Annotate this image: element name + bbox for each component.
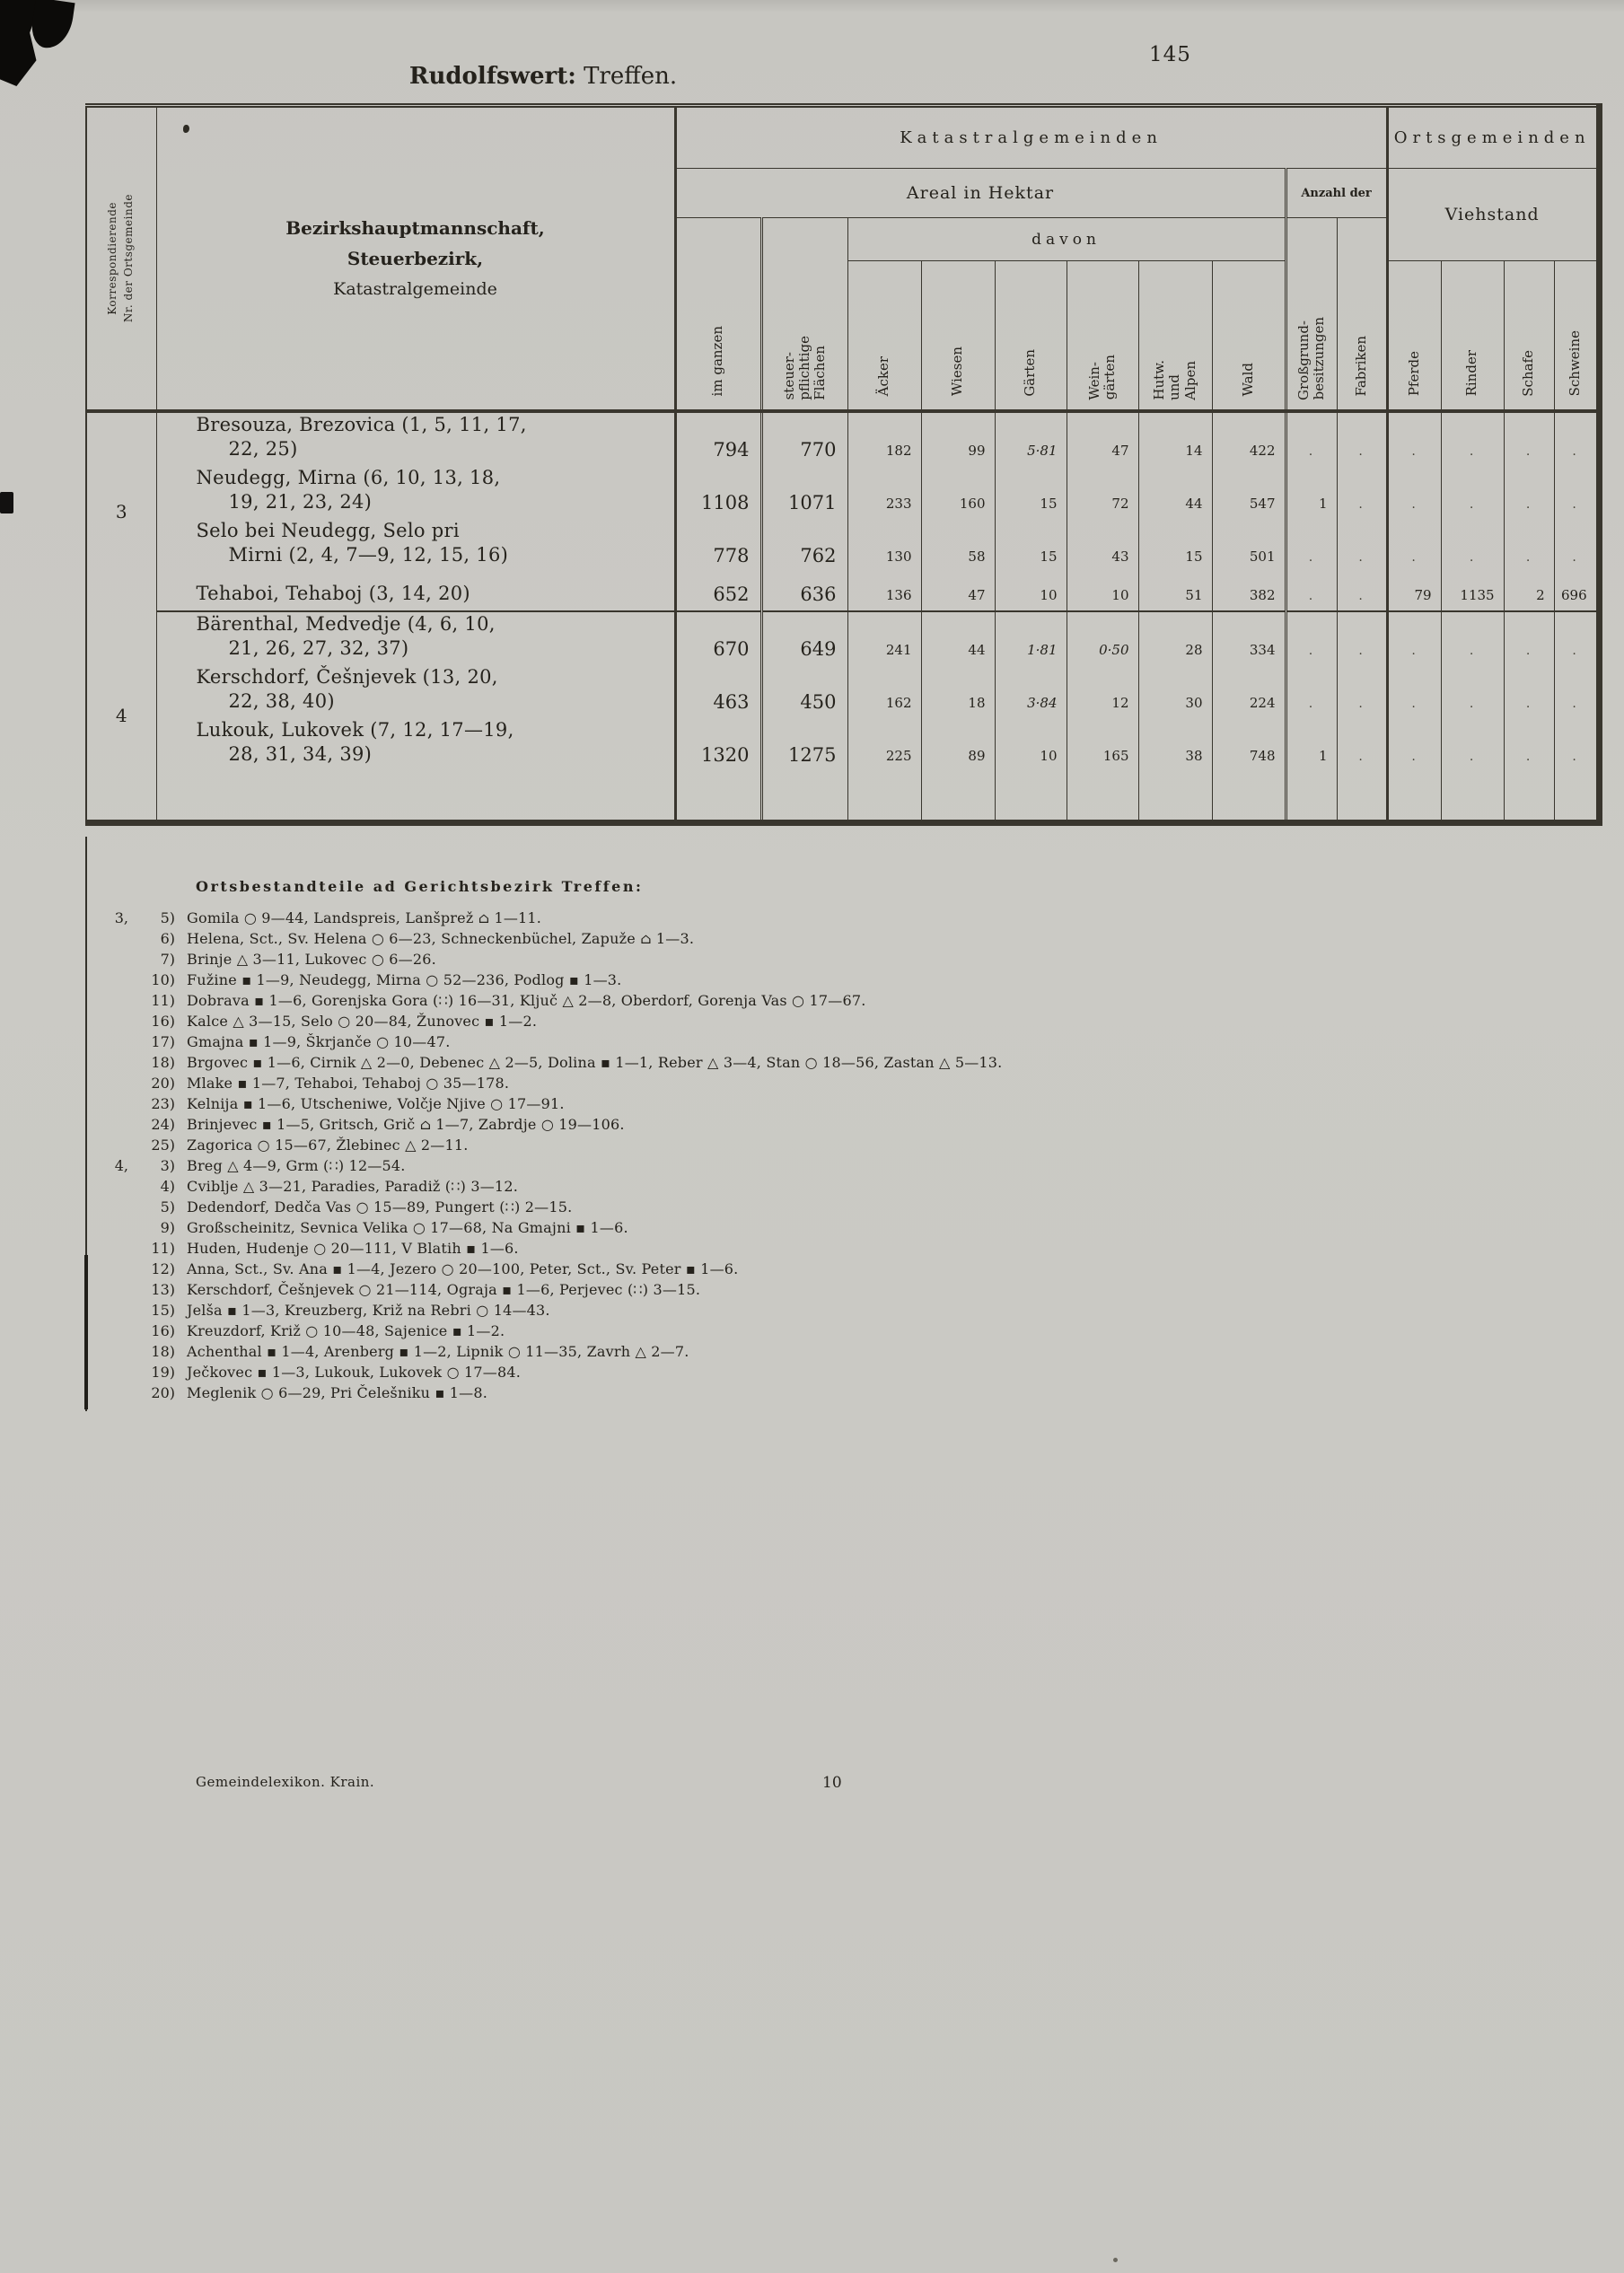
katastralgemeinde-name: Selo bei Neudegg, Selo pri Mirni (2, 4, 7—9, 12, 15, 16) xyxy=(156,519,675,572)
value-cell: 12 xyxy=(1067,665,1138,718)
footnote-line xyxy=(85,1384,1576,1405)
page-title xyxy=(269,63,817,90)
value-cell: 79 xyxy=(1387,572,1441,611)
table-row-selo xyxy=(86,519,1599,572)
value-cell: 224 xyxy=(1212,665,1286,718)
value-cell: 14 xyxy=(1138,411,1212,466)
footnote-number: 12) xyxy=(151,1260,175,1277)
footnote-text: Huden, Hudenje ○ 20—111, V Blatih ▪ 1—6. xyxy=(187,1240,519,1257)
value-cell: 38 xyxy=(1138,718,1212,771)
katastralgemeinde-name: Bärenthal, Medvedje (4, 6, 10, 21, 26, 27, 32, 37) xyxy=(156,611,675,665)
scan-artifact-dash xyxy=(0,492,13,513)
footnote-line xyxy=(85,1281,1576,1302)
value-cell: 72 xyxy=(1067,466,1138,519)
value-cell: . xyxy=(1504,466,1554,519)
group-header-ortsgemeinden: Ortsgemeinden xyxy=(1387,106,1599,169)
value-cell: 10 xyxy=(995,572,1067,611)
value-cell: 748 xyxy=(1212,718,1286,771)
value-cell: 10 xyxy=(995,718,1067,771)
value-cell: 43 xyxy=(1067,519,1138,572)
footnotes-heading: Ortsbestandteile ad Gerichtsbezirk Treffen: xyxy=(196,878,644,895)
value-cell: 5·81 xyxy=(995,411,1067,466)
name-column-header xyxy=(156,106,675,411)
value-cell: . xyxy=(1441,411,1504,466)
column-header-wiesen: Wiesen xyxy=(921,261,995,411)
katastralgemeinde-name: Bresouza, Brezovica (1, 5, 11, 17, 22, 25) xyxy=(156,411,675,466)
value-cell: 10 xyxy=(1067,572,1138,611)
value-cell: 1·81 xyxy=(995,611,1067,665)
footnote-text: Kalce △ 3—15, Selo ○ 20—84, Žunovec ▪ 1—2. xyxy=(187,1013,538,1030)
book-footer-title: Gemeindelexikon. Krain. xyxy=(196,1774,375,1790)
footnote-text: Anna, Sct., Sv. Ana ▪ 1—4, Jezero ○ 20—100, Peter, Sct., Sv. Peter ▪ 1—6. xyxy=(187,1260,739,1277)
column-header-weingaerten: Wein- gärten xyxy=(1067,261,1138,411)
footnote-text: Brgovec ▪ 1—6, Cirnik △ 2—0, Debenec △ 2—5, Dolina ▪ 1—1, Reber △ 3—4, Stan ○ 18—56, Zastan △ 5—13. xyxy=(187,1054,1003,1071)
footnote-text: Meglenik ○ 6—29, Pri Čelešniku ▪ 1—8. xyxy=(187,1384,488,1401)
footnote-text: Kerschdorf, Češnjevek ○ 21—114, Ograja ▪ 1—6, Perjevec (∷) 3—15. xyxy=(187,1281,701,1298)
footnote-number: 17) xyxy=(151,1033,175,1050)
value-cell: . xyxy=(1337,572,1387,611)
column-header-gaerten: Gärten xyxy=(995,261,1067,411)
scan-artifact-speck xyxy=(1113,2258,1118,2262)
value-cell: . xyxy=(1337,411,1387,466)
footnote-text: Dobrava ▪ 1—6, Gorenjska Gora (∷) 16—31, Ključ △ 2—8, Oberdorf, Gorenja Vas ○ 17—67. xyxy=(187,992,866,1009)
value-cell: . xyxy=(1387,718,1441,771)
value-cell: 47 xyxy=(1067,411,1138,466)
ortsgemeinde-number: 3 xyxy=(115,501,127,522)
value-cell: 1275 xyxy=(761,718,847,771)
column-header-im-ganzen: im ganzen xyxy=(675,218,761,411)
value-cell: 1135 xyxy=(1441,572,1504,611)
value-cell: . xyxy=(1286,519,1337,572)
value-cell: 670 xyxy=(675,611,761,665)
value-cell: . xyxy=(1504,665,1554,718)
footnote-text: Fužine ▪ 1—9, Neudegg, Mirna ○ 52—236, Podlog ▪ 1—3. xyxy=(187,971,622,988)
table-row-baerenthal xyxy=(86,611,1599,665)
sheet-number: 10 xyxy=(822,1774,842,1792)
value-cell: . xyxy=(1441,466,1504,519)
value-cell: 652 xyxy=(675,572,761,611)
column-header-wald: Wald xyxy=(1212,261,1286,411)
value-cell: 636 xyxy=(761,572,847,611)
footnote-text: Dedendorf, Dedča Vas ○ 15—89, Pungert (∷) 2—15. xyxy=(187,1198,573,1215)
value-cell: . xyxy=(1554,411,1599,466)
value-cell: 160 xyxy=(921,466,995,519)
footnote-text: Cviblje △ 3—21, Paradies, Paradiž (∷) 3—12. xyxy=(187,1178,518,1195)
footnote-number: 10) xyxy=(151,971,175,988)
page-title-district: Rudolfswert: xyxy=(408,63,576,90)
value-cell: 15 xyxy=(1138,519,1212,572)
footnote-number: 6) xyxy=(160,930,175,947)
footnote-text: Mlake ▪ 1—7, Tehaboi, Tehaboj ○ 35—178. xyxy=(187,1075,510,1092)
footnote-line xyxy=(85,1116,1576,1136)
footnote-line xyxy=(85,1075,1576,1095)
ortsgemeinde-number: 4 xyxy=(115,704,127,726)
value-cell: 225 xyxy=(847,718,921,771)
footnote-text: Helena, Sct., Sv. Helena ○ 6—23, Schneckenbüchel, Zapuže ⌂ 1—3. xyxy=(187,930,695,947)
katastralgemeinde-name: Tehaboi, Tehaboj (3, 14, 20) xyxy=(156,572,675,611)
footnote-number: 20) xyxy=(151,1075,175,1092)
footnote-line xyxy=(85,1054,1576,1075)
value-cell: . xyxy=(1504,611,1554,665)
value-cell: 3·84 xyxy=(995,665,1067,718)
value-cell: 28 xyxy=(1138,611,1212,665)
value-cell: 18 xyxy=(921,665,995,718)
footnote-text: Großscheinitz, Sevnica Velika ○ 17—68, Na Gmajni ▪ 1—6. xyxy=(187,1219,628,1236)
footnote-number: 15) xyxy=(151,1302,175,1319)
value-cell: . xyxy=(1337,611,1387,665)
footnote-number: 19) xyxy=(151,1364,175,1381)
header-bezirkshauptmannschaft: Bezirkshauptmannschaft, xyxy=(285,216,545,239)
footnote-text: Achenthal ▪ 1—4, Arenberg ▪ 1—2, Lipnik ○ 11—35, Zavrh △ 2—7. xyxy=(187,1343,689,1360)
table-row-neudegg xyxy=(86,466,1599,519)
value-cell: 770 xyxy=(761,411,847,466)
header-areal-in-hektar: Areal in Hektar xyxy=(675,169,1286,218)
footnote-text: Brinje △ 3—11, Lukovec ○ 6—26. xyxy=(187,951,436,968)
footnote-number: 5) xyxy=(160,1198,175,1215)
value-cell: . xyxy=(1337,718,1387,771)
header-anzahl-der: Anzahl der xyxy=(1286,169,1387,218)
value-cell: . xyxy=(1554,611,1599,665)
value-cell: 463 xyxy=(675,665,761,718)
table-row-bresouza xyxy=(86,411,1599,466)
value-cell: . xyxy=(1554,718,1599,771)
footnote-line xyxy=(85,1157,1576,1178)
corner-header-line1: Korrespondierende xyxy=(106,201,119,315)
page-title-court-district: Treffen. xyxy=(584,63,678,90)
footnote-line xyxy=(85,1136,1576,1157)
column-header-schafe: Schafe xyxy=(1504,261,1554,411)
value-cell: . xyxy=(1554,519,1599,572)
value-cell: 130 xyxy=(847,519,921,572)
header-viehstand: Viehstand xyxy=(1387,169,1599,261)
value-cell: 1 xyxy=(1286,718,1337,771)
value-cell: 794 xyxy=(675,411,761,466)
footnote-line xyxy=(85,909,1576,930)
katastralgemeinde-name: Kerschdorf, Češnjevek (13, 20, 22, 38, 40) xyxy=(156,665,675,718)
value-cell: 334 xyxy=(1212,611,1286,665)
footnote-line xyxy=(85,1302,1576,1322)
footnote-number: 4) xyxy=(160,1178,175,1195)
column-header-grossgrundbesitzungen: Großgrund- besitzungen xyxy=(1286,218,1337,411)
value-cell: 182 xyxy=(847,411,921,466)
footnote-line xyxy=(85,1178,1576,1198)
header-davon: davon xyxy=(847,218,1286,261)
footnote-number: 5) xyxy=(160,909,175,926)
value-cell: 1320 xyxy=(675,718,761,771)
footnote-line xyxy=(85,971,1576,992)
column-header-fabriken: Fabriken xyxy=(1337,218,1387,411)
footnotes-section xyxy=(85,878,1576,1405)
footnote-group-number: 3, xyxy=(114,909,128,926)
value-cell: 450 xyxy=(761,665,847,718)
value-cell: 51 xyxy=(1138,572,1212,611)
footnote-text: Ječkovec ▪ 1—3, Lukouk, Lukovek ○ 17—84. xyxy=(187,1364,522,1381)
footnote-line xyxy=(85,1013,1576,1033)
value-cell: 136 xyxy=(847,572,921,611)
value-cell: 547 xyxy=(1212,466,1286,519)
value-cell: . xyxy=(1441,611,1504,665)
value-cell: . xyxy=(1504,411,1554,466)
value-cell: . xyxy=(1441,718,1504,771)
footnote-line xyxy=(85,1198,1576,1219)
value-cell: 382 xyxy=(1212,572,1286,611)
footnote-line xyxy=(85,992,1576,1013)
footnote-text: Kreuzdorf, Križ ○ 10—48, Sajenice ▪ 1—2. xyxy=(187,1322,505,1339)
footnote-line xyxy=(85,1240,1576,1260)
footnote-text: Jelša ▪ 1—3, Kreuzberg, Križ na Rebri ○ 14—43. xyxy=(187,1302,550,1319)
footnote-number: 25) xyxy=(151,1136,175,1154)
footnote-text: Zagorica ○ 15—67, Žlebinec △ 2—11. xyxy=(187,1136,469,1154)
footnote-number: 11) xyxy=(151,992,175,1009)
footnote-group-number: 4, xyxy=(114,1157,128,1174)
value-cell: 15 xyxy=(995,466,1067,519)
value-cell: 47 xyxy=(921,572,995,611)
value-cell: 162 xyxy=(847,665,921,718)
value-cell: . xyxy=(1337,466,1387,519)
value-cell: 1108 xyxy=(675,466,761,519)
value-cell: 99 xyxy=(921,411,995,466)
value-cell: . xyxy=(1504,519,1554,572)
footnote-number: 23) xyxy=(151,1095,175,1112)
value-cell: 233 xyxy=(847,466,921,519)
value-cell: . xyxy=(1387,411,1441,466)
value-cell: 241 xyxy=(847,611,921,665)
value-cell: . xyxy=(1286,572,1337,611)
value-cell: 15 xyxy=(995,519,1067,572)
footnote-number: 24) xyxy=(151,1116,175,1133)
value-cell: . xyxy=(1554,665,1599,718)
column-header-schweine: Schweine xyxy=(1554,261,1599,411)
footnote-number: 18) xyxy=(151,1054,175,1071)
footnote-line xyxy=(85,1095,1576,1116)
footnote-number: 11) xyxy=(151,1240,175,1257)
value-cell: 1 xyxy=(1286,466,1337,519)
value-cell: . xyxy=(1387,611,1441,665)
column-header-hutweiden-alpen: Hutw. und Alpen xyxy=(1138,261,1212,411)
footnote-number: 16) xyxy=(151,1013,175,1030)
column-header-steuerpflichtige-flaechen: steuer- pflichtige Flächen xyxy=(761,218,847,411)
value-cell: 0·50 xyxy=(1067,611,1138,665)
value-cell: . xyxy=(1387,466,1441,519)
group-header-katastralgemeinden: Katastralgemeinden xyxy=(675,106,1387,169)
footnote-line xyxy=(85,951,1576,971)
footnote-number: 9) xyxy=(160,1219,175,1236)
value-cell: . xyxy=(1554,466,1599,519)
header-katastralgemeinde: Katastralgemeinde xyxy=(333,278,497,299)
value-cell: 89 xyxy=(921,718,995,771)
value-cell: . xyxy=(1286,411,1337,466)
value-cell: . xyxy=(1286,611,1337,665)
footnote-number: 20) xyxy=(151,1384,175,1401)
footnote-text: Breg △ 4—9, Grm (∷) 12—54. xyxy=(187,1157,406,1174)
value-cell: 501 xyxy=(1212,519,1286,572)
scan-artifact-blob xyxy=(29,0,75,51)
page-number: 145 xyxy=(1149,43,1191,66)
corner-header-line2: Nr. der Ortsgemeinde xyxy=(122,194,136,323)
value-cell: . xyxy=(1504,718,1554,771)
value-cell: . xyxy=(1387,665,1441,718)
footnote-number: 16) xyxy=(151,1322,175,1339)
katastralgemeinde-name: Lukouk, Lukovek (7, 12, 17—19, 28, 31, 34, 39) xyxy=(156,718,675,771)
footnote-text: Gomila ○ 9—44, Landspreis, Lanšprež ⌂ 1—11. xyxy=(187,909,542,926)
value-cell: . xyxy=(1286,665,1337,718)
table-row-tehaboi xyxy=(86,572,1599,611)
footnote-line xyxy=(85,1219,1576,1240)
value-cell: . xyxy=(1441,665,1504,718)
value-cell: . xyxy=(1387,519,1441,572)
value-cell: . xyxy=(1441,519,1504,572)
footnote-line xyxy=(85,1033,1576,1054)
statistics-table xyxy=(85,103,1602,826)
value-cell: 1071 xyxy=(761,466,847,519)
footnote-text: Kelnija ▪ 1—6, Utscheniwe, Volčje Njive ○ 17—91. xyxy=(187,1095,565,1112)
column-header-aecker: Äcker xyxy=(847,261,921,411)
footnote-line xyxy=(85,1260,1576,1281)
value-cell: 44 xyxy=(921,611,995,665)
value-cell: 778 xyxy=(675,519,761,572)
column-header-rinder: Rinder xyxy=(1441,261,1504,411)
footnote-line xyxy=(85,1322,1576,1343)
value-cell: 165 xyxy=(1067,718,1138,771)
value-cell: 649 xyxy=(761,611,847,665)
footnote-number: 7) xyxy=(160,951,175,968)
footnote-text: Brinjevec ▪ 1—5, Gritsch, Grič ⌂ 1—7, Zabrdje ○ 19—106. xyxy=(187,1116,625,1133)
header-steuerbezirk: Steuerbezirk, xyxy=(347,247,484,269)
footnote-line xyxy=(85,930,1576,951)
value-cell: 2 xyxy=(1504,572,1554,611)
table-row-kerschdorf xyxy=(86,665,1599,718)
value-cell: 44 xyxy=(1138,466,1212,519)
value-cell: 58 xyxy=(921,519,995,572)
katastralgemeinde-name: Neudegg, Mirna (6, 10, 13, 18, 19, 21, 23, 24) xyxy=(156,466,675,519)
footnote-line xyxy=(85,1364,1576,1384)
value-cell: 422 xyxy=(1212,411,1286,466)
value-cell: . xyxy=(1337,665,1387,718)
value-cell: . xyxy=(1337,519,1387,572)
footnote-text: Gmajna ▪ 1—9, Škrjanče ○ 10—47. xyxy=(187,1033,451,1050)
footnote-number: 18) xyxy=(151,1343,175,1360)
value-cell: 696 xyxy=(1554,572,1599,611)
value-cell: 30 xyxy=(1138,665,1212,718)
column-header-pferde: Pferde xyxy=(1387,261,1441,411)
footnote-line xyxy=(85,1343,1576,1364)
corner-header-nr-ortsgemeinde xyxy=(86,106,156,411)
footnote-number: 3) xyxy=(160,1157,175,1174)
footnote-number: 13) xyxy=(151,1281,175,1298)
table-row-spacer xyxy=(86,771,1599,823)
table-row-lukouk xyxy=(86,718,1599,771)
value-cell: 762 xyxy=(761,519,847,572)
